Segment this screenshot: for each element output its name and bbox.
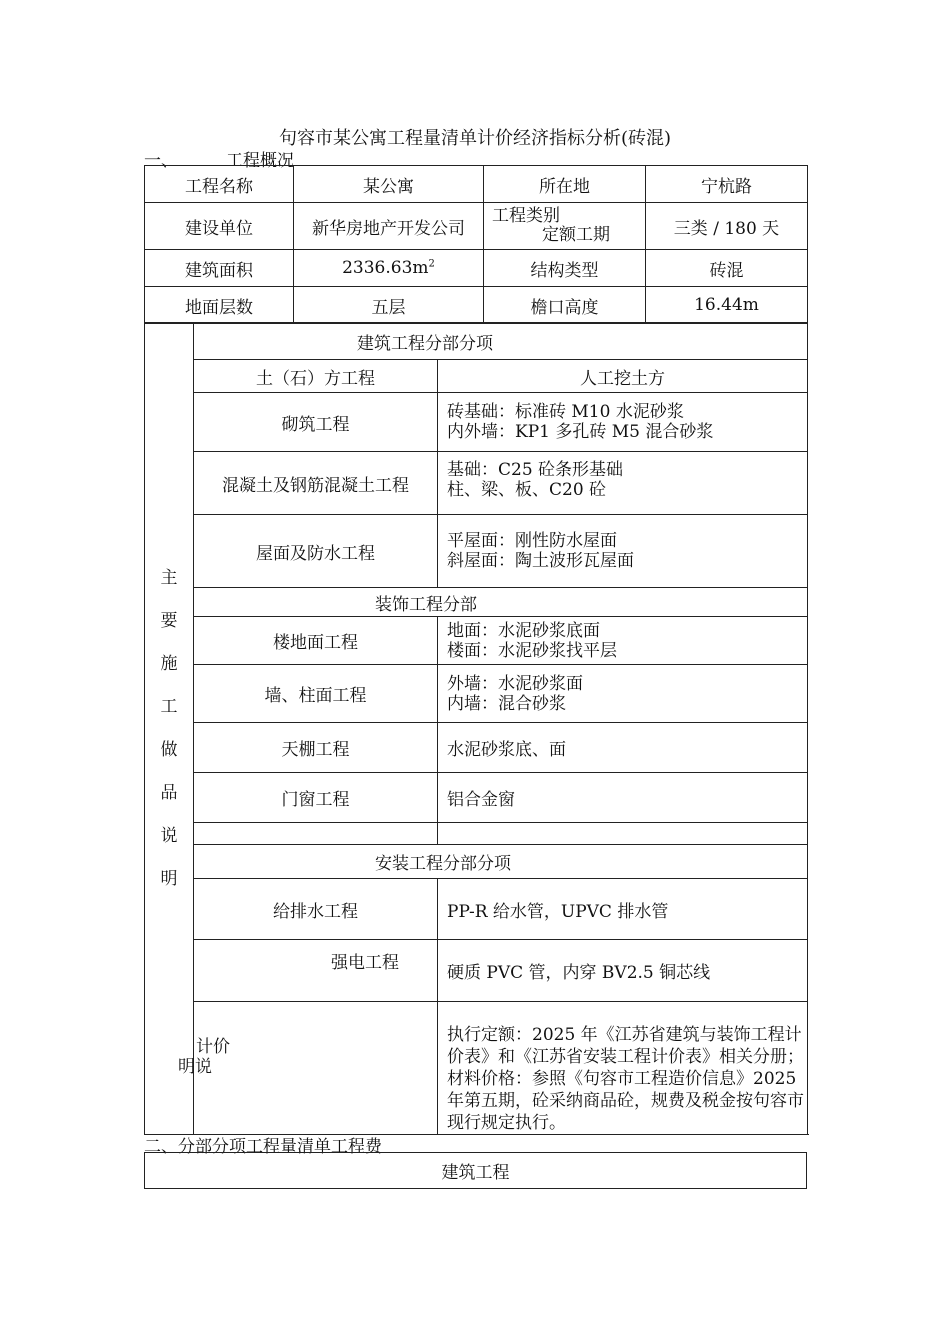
item-name: 天棚工程 [194,723,438,773]
table-row [145,393,808,452]
item-name: 墙、柱面工程 [194,665,438,723]
decoration-section-header [194,588,808,617]
quota-period-label: 定额工期 [542,225,610,245]
table-row [145,940,808,1002]
pricing-label-line: 明说 [178,1057,212,1077]
pricing-label-line: 计价 [196,1037,230,1057]
table-row [145,588,808,617]
overview-key: 建筑面积 [145,250,294,287]
table-row [145,323,808,360]
desc-line: 平屋面：刚性防水屋面 [447,531,617,551]
item-desc [438,665,808,723]
side-char: 明 [160,868,178,889]
table-row [145,845,808,879]
side-char: 工 [160,696,178,717]
side-char: 施 [160,653,178,674]
table-row [145,879,808,940]
pricing-label [178,1037,238,1077]
overview-table [144,165,808,324]
section2-title: 二、分部分项工程量清单工程费 [144,1137,382,1157]
desc-line: 外墙：水泥砂浆面 [447,673,583,694]
side-char: 说 [160,825,178,846]
overview-row [145,287,808,324]
item-name: 楼地面工程 [194,617,438,665]
table-row [145,617,808,665]
item-desc: 硬质 PVC 管，内穿 BV2.5 铜芯线 [438,940,808,1002]
item-name: 强电工程 [194,940,438,1002]
item-desc [438,515,808,588]
pricing-text: 执行定额：2025 年《江苏省建筑与装饰工程计价表》和《江苏省安装工程计价表》相关分册；材料价格：参照《句容市工程造价信息》2025 年第五期，砼采纳商品砼，规费及税金按句容市现行规定执行。 [438,1002,808,1135]
desc-line: 柱、梁、板、C20 砼 [447,480,607,500]
side-char: 要 [160,610,178,631]
desc-line: 内墙：混合砂浆 [447,693,566,714]
overview-value: 砖混 [646,250,808,287]
item-desc [438,393,808,452]
desc-line: 斜屋面：陶土波形瓦屋面 [447,551,634,571]
table-row [145,665,808,723]
building-section-title: 建筑工程分部分项 [357,333,493,354]
overview-value: 某公寓 [294,166,484,203]
overview-value: 新华房地产开发公司 [294,203,484,250]
table-row [145,1002,808,1135]
table-row [145,1153,807,1189]
construction-side-label [145,323,194,1135]
item-desc: PP-R 给水管，UPVC 排水管 [438,879,808,940]
table-row [145,723,808,773]
overview-value: 三类 / 180 天 [646,203,808,250]
side-char: 主 [160,567,178,588]
item-name: 混凝土及钢筋混凝土工程 [194,452,438,515]
document-title: 句容市某公寓工程量清单计价经济指标分析(砖混) [278,128,672,149]
side-char: 做 [160,739,178,760]
construction-table [144,322,808,1135]
overview-key: 建设单位 [145,203,294,250]
overview-value: 宁杭路 [646,166,808,203]
table-row [145,452,808,515]
overview-value: 16.44m [646,287,808,324]
section1-number: 一、 [144,151,178,171]
table-row [145,360,808,393]
overview-key: 地面层数 [145,287,294,324]
install-section-header [194,845,808,879]
overview-value-cell [294,250,484,287]
area-unit-superscript: 2 [428,258,435,270]
empty-cell [438,823,808,845]
item-name: 砌筑工程 [194,393,438,452]
overview-key: 工程名称 [145,166,294,203]
item-name: 屋面及防水工程 [194,515,438,588]
table-row [145,773,808,823]
project-category-label: 工程类别 [492,206,560,226]
overview-row [145,250,808,287]
building-area-value: 2336.63m [342,258,429,278]
overview-value: 五层 [294,287,484,324]
section2-table-header: 建筑工程 [145,1153,807,1189]
pricing-label-cell [178,1002,438,1135]
overview-key-cell [484,203,646,250]
item-desc: 人工挖土方 [438,360,808,393]
side-char: 品 [160,782,178,803]
item-desc [438,452,808,515]
item-name: 给排水工程 [194,879,438,940]
table-row-empty [145,823,808,845]
install-section-title: 安装工程分部分项 [375,854,511,874]
desc-line: 基础：C25 砼条形基础 [447,460,624,480]
decoration-section-title: 装饰工程分部 [375,594,477,615]
desc-line: 楼面：水泥砂浆找平层 [447,640,617,661]
desc-line: 地面：水泥砂浆底面 [447,620,600,641]
desc-line: 砖基础：标准砖 M10 水泥砂浆 [447,402,684,422]
table-row [145,515,808,588]
item-name: 土（石）方工程 [194,360,438,393]
desc-line: 内外墙：KP1 多孔砖 M5 混合砂浆 [447,422,714,442]
overview-key: 所在地 [484,166,646,203]
overview-key: 檐口高度 [484,287,646,324]
section2-table [144,1152,807,1189]
empty-cell [194,823,438,845]
building-section-header [194,323,808,360]
item-desc: 铝合金窗 [438,773,808,823]
section1-title: 工程概况 [226,151,294,171]
overview-row [145,166,808,203]
item-name: 门窗工程 [194,773,438,823]
overview-key: 结构类型 [484,250,646,287]
overview-row [145,203,808,250]
item-desc [438,617,808,665]
item-desc: 水泥砂浆底、面 [438,723,808,773]
